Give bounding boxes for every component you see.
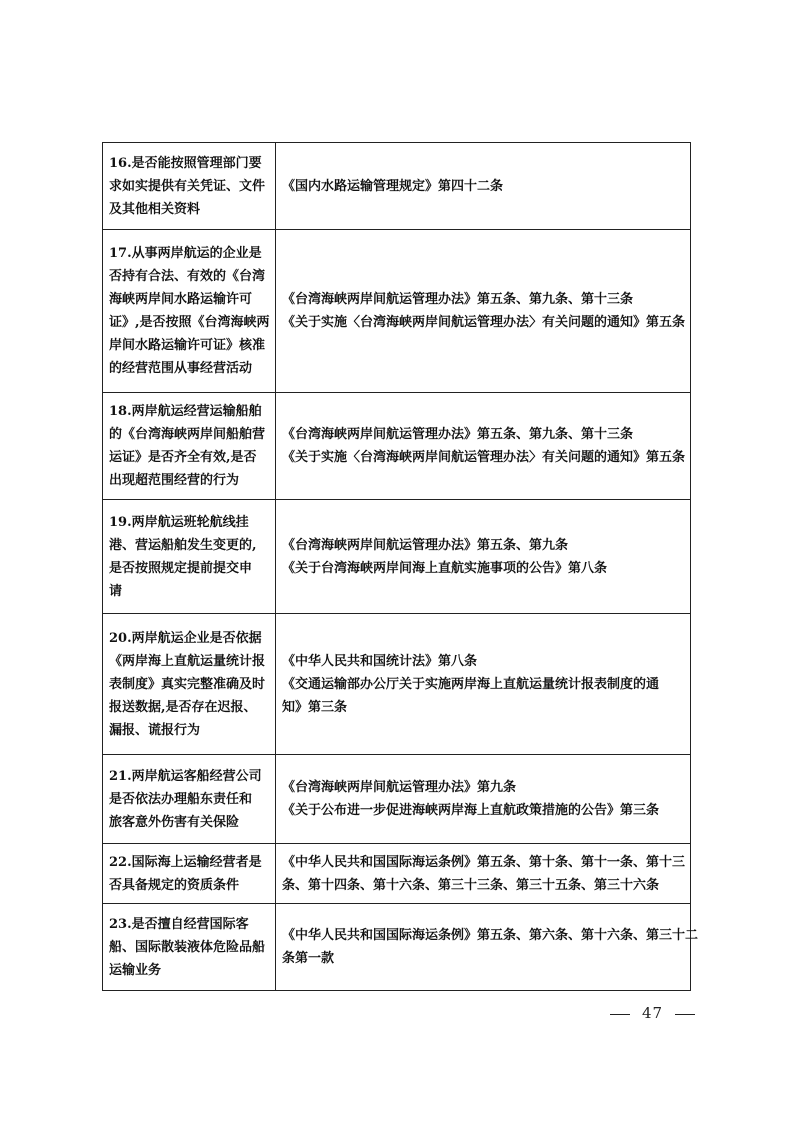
check-item-line: 运证》是否齐全有效,是否 <box>109 450 257 465</box>
legal-basis-line: 《交通运输部办公厅关于实施两岸海上直航运量统计报表制度的通 <box>282 676 660 692</box>
check-item-line: 否持有合法、有效的《台湾 <box>109 269 266 284</box>
check-item-cell <box>103 844 276 904</box>
check-item-line: 出现超范围经营的行为 <box>109 473 240 488</box>
regulation-table <box>102 142 699 991</box>
legal-basis-line: 《关于台湾海峡两岸间海上直航实施事项的公告》第八条 <box>282 560 608 576</box>
legal-basis-cell <box>276 755 691 844</box>
page-number <box>598 1004 707 1022</box>
legal-basis-line: 《台湾海峡两岸间航运管理办法》第九条 <box>282 780 517 795</box>
check-item-line: 港、营运船舶发生变更的, <box>109 537 257 553</box>
check-item-line: 20.两岸航运企业是否依据 <box>109 630 262 646</box>
check-item-cell <box>103 500 276 614</box>
legal-basis-line: 《中华人民共和国国际海运条例》第五条、第六条、第十六条、第三十二 <box>282 928 699 943</box>
check-item-line: 22.国际海上运输经营者是 <box>109 854 262 870</box>
check-item-line: 船、国际散装液体危险品船 <box>109 939 266 955</box>
legal-basis-line: 知》第三条 <box>282 699 348 715</box>
legal-basis-cell <box>276 500 691 614</box>
legal-basis-cell <box>276 904 699 991</box>
check-item-cell <box>103 614 276 755</box>
legal-basis-cell <box>276 614 691 755</box>
check-item-line: 运输业务 <box>109 962 162 978</box>
check-item-line: 23.是否擅自经营国际客 <box>109 916 249 932</box>
check-item-line: 及其他相关资料 <box>109 201 201 217</box>
check-item-line: 表制度》真实完整准确及时 <box>109 676 266 692</box>
legal-basis-cell <box>276 143 691 230</box>
check-item-line: 旅客意外伤害有关保险 <box>109 814 240 830</box>
legal-basis-cell <box>276 393 691 500</box>
table-row <box>103 904 691 991</box>
check-item-line: 16.是否能按照管理部门要 <box>109 155 262 171</box>
legal-basis-line: 《中华人民共和国国际海运条例》第五条、第十条、第十一条、第十三 <box>282 854 686 870</box>
check-item-cell <box>103 393 276 500</box>
check-item-cell <box>103 904 276 991</box>
check-item-cell <box>103 230 276 393</box>
table-row <box>103 143 691 230</box>
legal-basis-line: 条第一款 <box>282 951 335 966</box>
check-item-line: 《两岸海上直航运量统计报 <box>109 653 266 669</box>
check-item-line: 17.从事两岸航运的企业是 <box>109 246 262 261</box>
legal-basis-cell <box>276 230 691 393</box>
check-item-line: 海峡两岸间水路运输许可 <box>109 292 253 307</box>
check-item-line: 19.两岸航运班轮航线挂 <box>109 514 249 530</box>
check-item-line: 报送数据,是否存在迟报、 <box>109 699 257 715</box>
legal-basis-line: 《国内水路运输管理规定》第四十二条 <box>282 178 504 194</box>
legal-basis-line: 《台湾海峡两岸间航运管理办法》第五条、第九条 <box>282 537 569 553</box>
legal-basis-cell <box>276 844 691 904</box>
page-number-dash <box>610 1014 630 1015</box>
table-row <box>103 755 691 844</box>
check-item-line: 21.两岸航运客船经营公司 <box>109 768 262 784</box>
check-item-cell <box>103 755 276 844</box>
check-item-line: 的经营范围从事经营活动 <box>109 361 253 376</box>
table-row <box>103 614 691 755</box>
legal-basis-line: 《中华人民共和国统计法》第八条 <box>282 653 478 669</box>
check-item-line: 是否依法办理船东责任和 <box>109 791 253 807</box>
page-number-text: 47 <box>642 1004 664 1022</box>
check-item-line: 否具备规定的资质条件 <box>109 877 240 893</box>
check-item-line: 岸间水路运输许可证》核准 <box>109 338 266 353</box>
legal-basis-line: 《关于实施〈台湾海峡两岸间航运管理办法〉有关问题的通知》第五条 <box>282 450 686 465</box>
legal-basis-line: 《关于实施〈台湾海峡两岸间航运管理办法〉有关问题的通知》第五条 <box>282 315 686 330</box>
table-row <box>103 230 691 393</box>
table-row <box>103 844 691 904</box>
check-item-line: 漏报、谎报行为 <box>109 722 201 738</box>
check-item-line: 证》,是否按照《台湾海峡两 <box>109 315 270 330</box>
check-item-line: 求如实提供有关凭证、文件 <box>109 178 266 194</box>
check-item-line: 是否按照规定提前提交申 <box>109 560 253 576</box>
page-number-dash <box>675 1014 695 1015</box>
legal-basis-line: 《台湾海峡两岸间航运管理办法》第五条、第九条、第十三条 <box>282 427 634 442</box>
legal-basis-line: 《关于公布进一步促进海峡两岸海上直航政策措施的公告》第三条 <box>282 803 660 818</box>
check-item-line: 的《台湾海峡两岸间船舶营 <box>109 427 266 442</box>
check-item-line: 请 <box>109 583 123 599</box>
table-row <box>103 500 691 614</box>
table-row <box>103 393 691 500</box>
check-item-line: 18.两岸航运经营运输船舶 <box>109 404 262 419</box>
check-item-cell <box>103 143 276 230</box>
legal-basis-line: 《台湾海峡两岸间航运管理办法》第五条、第九条、第十三条 <box>282 292 634 307</box>
legal-basis-line: 条、第十四条、第十六条、第三十三条、第三十五条、第三十六条 <box>282 877 660 893</box>
